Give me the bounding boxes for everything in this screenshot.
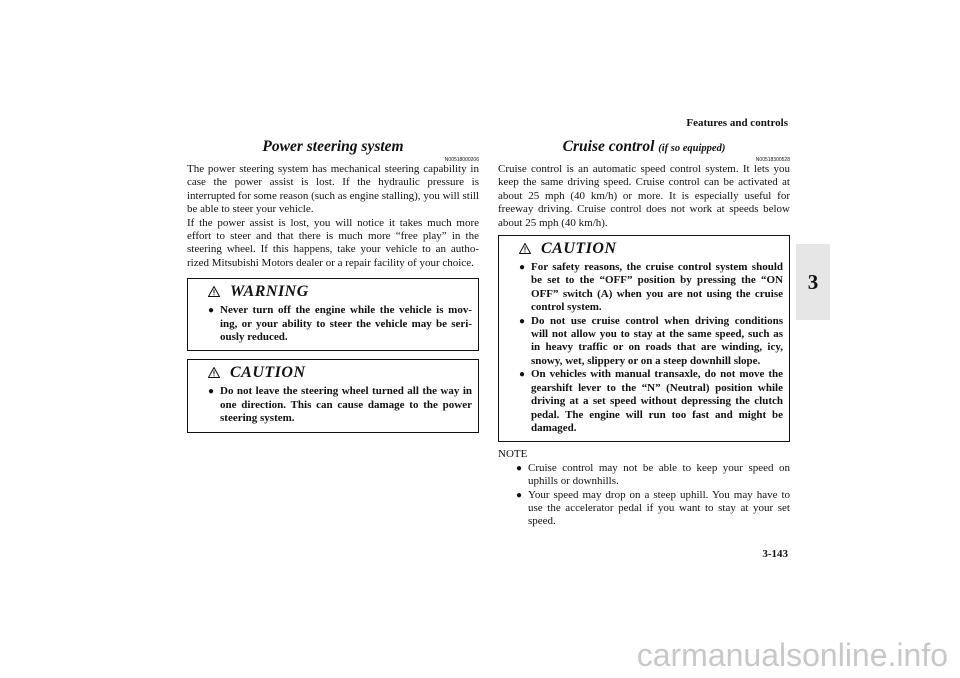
paragraph: Cruise control is an automatic speed control system. It lets you keep the same driving speed. Cruise control can be activated at about 25 mph (40 km/h) or more. It is especially useful for freeway driving. Cruise control does not work at speeds below about 25 mph (40 km/h).	[498, 163, 790, 229]
warning-box	[187, 278, 479, 351]
note-text: Cruise control may not be able to keep your speed on uphills or downhills.	[528, 461, 790, 488]
power-steering-section	[187, 137, 479, 433]
chapter-tab: 3	[796, 244, 830, 320]
caution-text: Do not use cruise control when driving conditions will not allow you to stay at the same speed, such as in heavy traffic or on roads that are winding, icy, snowy, wet, slippery or on a steep downhill slope.	[531, 314, 783, 367]
section-title-sub: (if so equipped)	[658, 143, 726, 154]
caution-text: Do not leave the steering wheel turned all the way in one direction. This can cause damage to the power steering system.	[220, 385, 472, 425]
running-header: Features and controls	[686, 117, 788, 129]
warning-triangle-icon	[208, 367, 220, 378]
bullet-icon: ●	[207, 305, 214, 317]
caution-box	[498, 235, 790, 442]
caution-label: CAUTION	[541, 239, 617, 257]
caution-box	[187, 359, 479, 432]
page-number: 3-143	[762, 548, 788, 560]
warning-item	[188, 304, 478, 344]
caution-item	[499, 315, 789, 369]
doc-code: N00518000206	[444, 157, 479, 163]
note-text: Your speed may drop on a steep uphill. You may have to use the accelerator pedal if you want to stay at your set speed.	[528, 488, 790, 528]
caution-text: For safety reasons, the cruise control system should be set to the “OFF” position by pressing the “ON OFF” switch (A) when you are not using the cruise control system.	[531, 261, 783, 314]
section-title-main: Cruise control	[562, 138, 655, 155]
section-title: Power steering system	[262, 138, 404, 155]
caution-header	[499, 236, 789, 261]
bullet-icon: ●	[515, 462, 522, 474]
watermark: carmanualsonline.info	[636, 637, 948, 673]
note-label: NOTE	[498, 448, 528, 461]
bullet-icon: ●	[515, 489, 522, 501]
bullet-icon: ●	[518, 315, 525, 327]
caution-item	[499, 368, 789, 435]
section-title	[498, 137, 790, 157]
warning-header	[188, 279, 478, 304]
caution-label: CAUTION	[230, 364, 306, 382]
paragraph: If the power assist is lost, you will notice it takes much more effort to steer and that there is much more “free play” in the steering wheel. If this happens, take your vehicle to an autho-rized Mitsubishi Motors dealer or a repair facility of your choice.	[187, 216, 479, 269]
bullet-icon: ●	[207, 386, 214, 398]
warning-text: Never turn off the engine while the vehicle is mov-ing, or your ability to steer the vehicle may be seri-ously reduced.	[220, 304, 472, 344]
paragraph: The power steering system has mechanical steering capability in case the power assist is lost. If the hydraulic pressure is interrupted for some reason (such as engine stalling), you will still be able to steer your vehicle.	[187, 163, 479, 216]
bullet-icon: ●	[518, 262, 525, 274]
caution-item	[499, 261, 789, 315]
warning-label: WARNING	[230, 283, 309, 301]
cruise-control-section	[498, 137, 790, 529]
note-item	[498, 462, 790, 489]
warning-triangle-icon	[208, 286, 220, 297]
caution-text: On vehicles with manual transaxle, do not move the gearshift lever to the “N” (Neutral) position while driving at a set speed without depressing the clutch pedal. The engine will run too fast and might be damaged.	[531, 368, 783, 434]
caution-item	[188, 385, 478, 425]
caution-header	[188, 360, 478, 385]
bullet-icon: ●	[518, 369, 525, 381]
warning-triangle-icon	[519, 243, 531, 254]
note-item	[498, 489, 790, 529]
doc-code: N00518300528	[755, 157, 790, 163]
